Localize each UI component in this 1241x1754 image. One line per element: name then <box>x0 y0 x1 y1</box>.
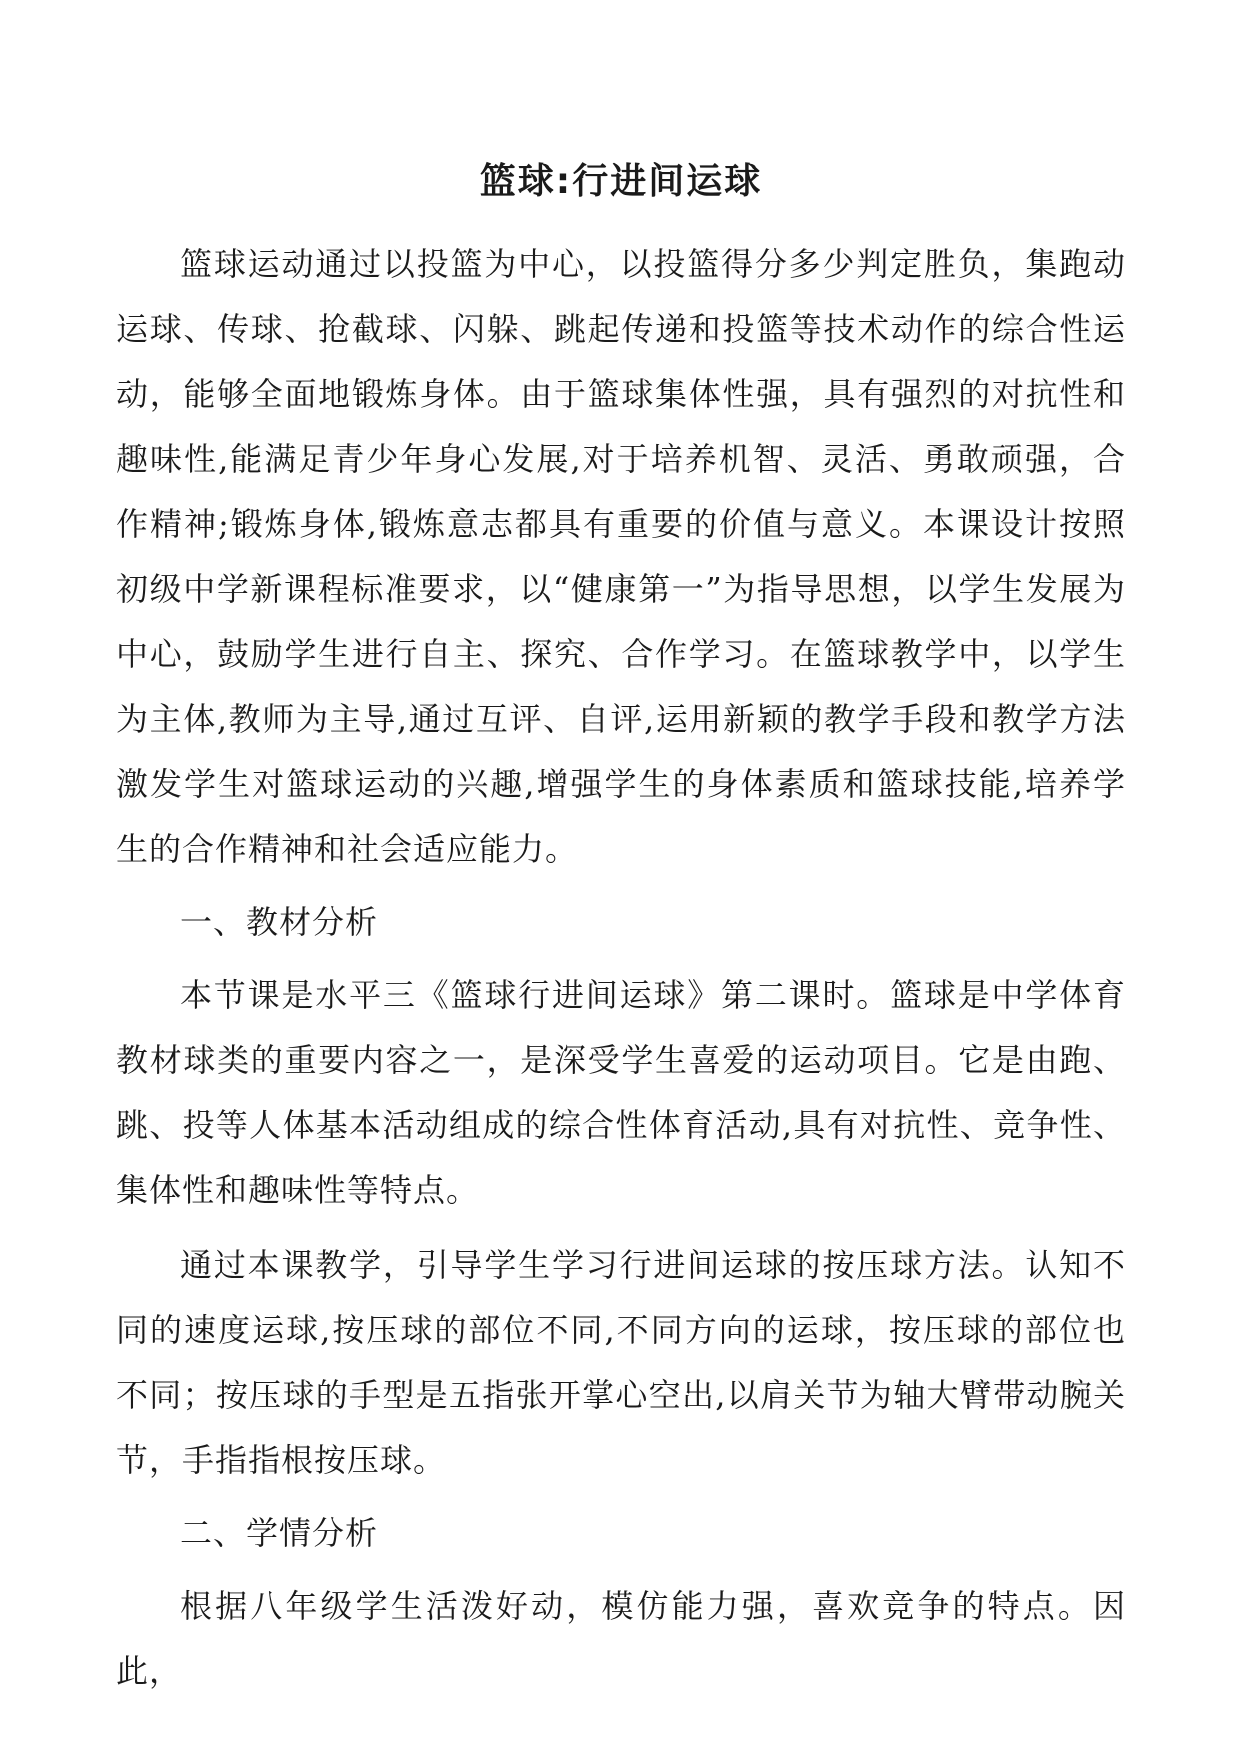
material-analysis-paragraph-2: 通过本课教学，引导学生学习行进间运球的按压球方法。认知不同的速度运球,按压球的部位不同,不同方向的运球，按压球的部位也不同；按压球的手型是五指张开掌心空出,以肩关节为轴大臂带动腕关节，手指指根按压球。 <box>116 1246 1126 1479</box>
material-analysis-paragraph-1: 本节课是水平三《篮球行进间运球》第二课时。篮球是中学体育教材球类的重要内容之一，是深受学生喜爱的运动项目。它是由跑、跳、投等人体基本活动组成的综合性体育活动,具有对抗性、竞争性、集体性和趣味性等特点。 <box>116 976 1126 1209</box>
document-title: 篮球:行进间运球 <box>479 161 763 202</box>
intro-paragraph: 篮球运动通过以投篮为中心，以投篮得分多少判定胜负，集跑动运球、传球、抢截球、闪躲、跳起传递和投篮等技术动作的综合性运动，能够全面地锻炼身体。由于篮球集体性强，具有强烈的对抗性和趣味性,能满足青少年身心发展,对于培养机智、灵活、勇敢顽强，合作精神;锻炼身体,锻炼意志都具有重要的价值与意义。本课设计按照初级中学新课程标准要求，以“健康第一”为指导思想，以学生发展为中心，鼓励学生进行自主、探究、合作学习。在篮球教学中，以学生为主体,教师为主导,通过互评、自评,运用新颖的教学手段和教学方法激发学生对篮球运动的兴趣,增强学生的身体素质和篮球技能,培养学生的合作精神和社会适应能力。 <box>116 245 1126 868</box>
student-analysis-paragraph-1: 根据八年级学生活泼好动，模仿能力强，喜欢竞争的特点。因此， <box>116 1587 1126 1690</box>
section-heading-student-analysis: 二、学情分析 <box>180 1514 379 1552</box>
document-page <box>116 152 1126 1704</box>
section-heading-material-analysis: 一、教材分析 <box>180 903 379 941</box>
